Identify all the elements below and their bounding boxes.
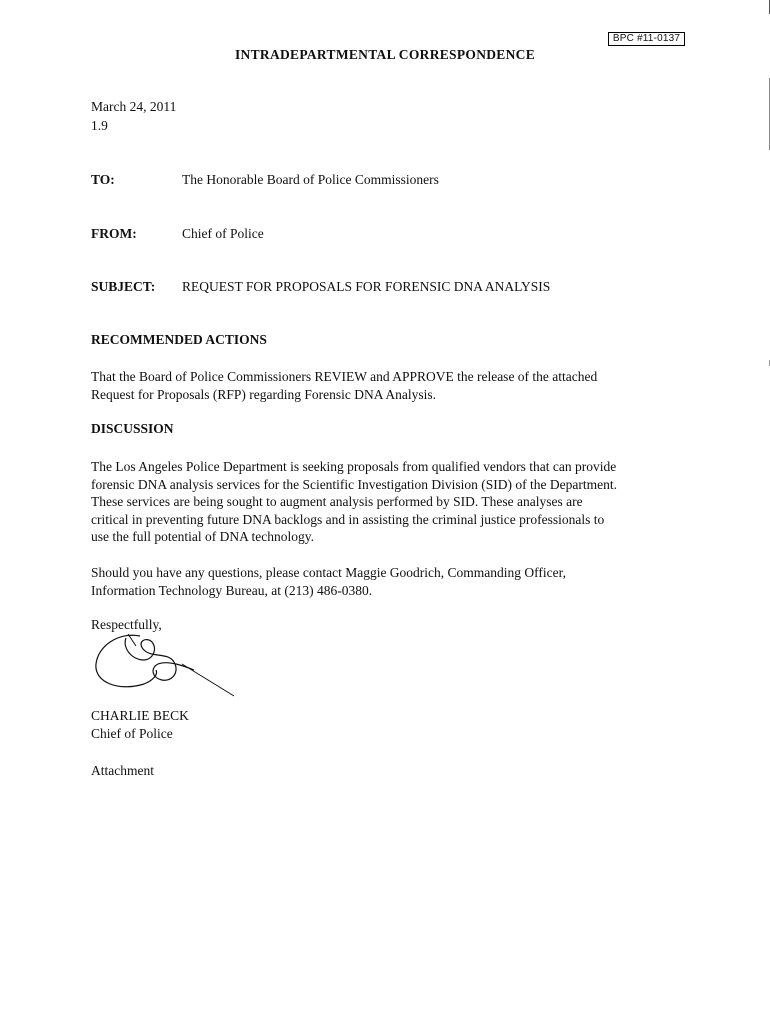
discussion-line: The Los Angeles Police Department is seeking proposals from qualified vendors that can provide xyxy=(91,459,617,474)
recommended-line: Request for Proposals (RFP) regarding Forensic DNA Analysis. xyxy=(91,386,436,402)
contact-line: Information Technology Bureau, at (213) 486-0380. xyxy=(91,582,373,598)
discussion-heading: DISCUSSION xyxy=(91,421,174,436)
signer-title: Chief of Police xyxy=(91,726,173,741)
subject-value: REQUEST FOR PROPOSALS FOR FORENSIC DNA ANALYSIS xyxy=(182,279,551,294)
signer-name: CHARLIE BECK xyxy=(91,708,189,723)
from-value: Chief of Police xyxy=(182,226,264,241)
contact-line: Should you have any questions, please contact Maggie Goodrich, Commanding Officer, xyxy=(91,565,566,580)
recommended-actions-text xyxy=(91,368,691,403)
document-number-stamp: BPC #11-0137 xyxy=(608,32,685,46)
discussion-text xyxy=(91,458,691,546)
file-number: 1.9 xyxy=(91,118,108,133)
to-label: TO: xyxy=(91,172,115,187)
to-value: The Honorable Board of Police Commissioners xyxy=(182,172,439,187)
discussion-line: forensic DNA analysis services for the Scientific Investigation Division (SID) of the Department. xyxy=(91,476,617,492)
signature xyxy=(88,620,248,700)
contact-text xyxy=(91,564,691,599)
memo-date: March 24, 2011 xyxy=(91,99,177,114)
subject-label: SUBJECT: xyxy=(91,279,156,294)
closing: Respectfully, xyxy=(91,617,162,632)
recommended-actions-heading: RECOMMENDED ACTIONS xyxy=(91,332,267,347)
discussion-line: These services are being sought to augment analysis performed by SID. These analyses are xyxy=(91,494,583,509)
discussion-line: use the full potential of DNA technology. xyxy=(91,529,314,544)
document-title: INTRADEPARTMENTAL CORRESPONDENCE xyxy=(234,47,536,62)
attachment-note: Attachment xyxy=(91,763,154,778)
from-label: FROM: xyxy=(91,226,137,241)
discussion-line: critical in preventing future DNA backlogs and in assisting the criminal justice professionals to xyxy=(91,511,605,527)
recommended-line: That the Board of Police Commissioners REVIEW and APPROVE the release of the attached xyxy=(91,369,598,384)
